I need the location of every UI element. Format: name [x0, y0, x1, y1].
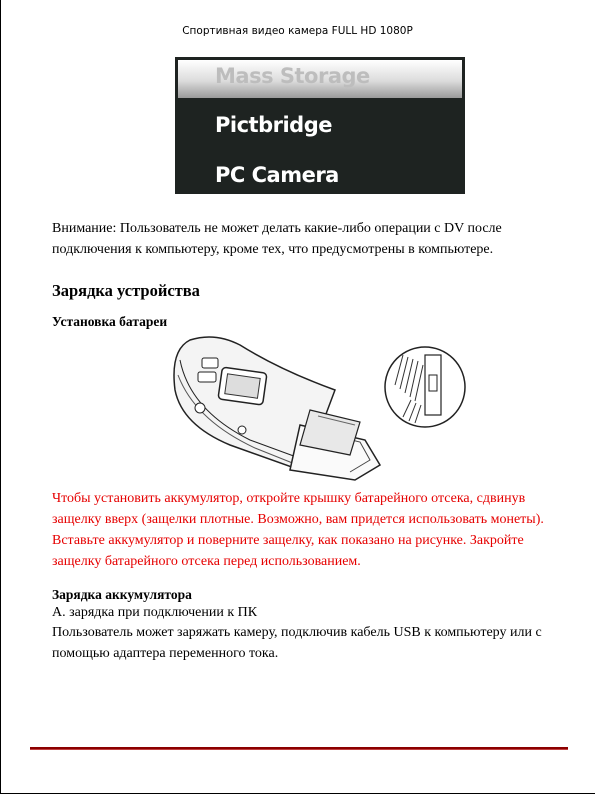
battery-latch-detail-illustration [383, 345, 468, 430]
menu-item-pc-camera: PC Camera [215, 163, 339, 187]
charging-subheading: А. зарядка при подключении к ПК [52, 605, 258, 620]
charging-line-2: помощью адаптера переменного тока. [52, 646, 279, 661]
menu-item-mass-storage: Mass Storage [215, 64, 370, 88]
section-title: Зарядка устройства [52, 281, 200, 300]
charging-heading: Зарядка аккумулятора [52, 587, 192, 602]
battery-instruction-line-3: Вставьте аккумулятор и поверните защелку, как показано на рисунке. Закройте [52, 533, 524, 548]
battery-install-heading: Установка батареи [52, 314, 168, 329]
battery-instruction-line-2: защелку вверх (защелки плотные. Возможно, вам придется использовать монеты). [52, 512, 544, 527]
notice-line-2: подключения к компьютеру, кроме тех, что предусмотрены в компьютере. [52, 242, 494, 257]
footer-rule [30, 747, 568, 750]
battery-instruction-line-1: Чтобы установить аккумулятор, откройте крышку батарейного отсека, сдвинув [52, 491, 526, 506]
menu-item-pictbridge: Pictbridge [215, 113, 332, 137]
page-header: Спортивная видео камера FULL HD 1080P [182, 25, 413, 37]
battery-instruction-line-4: защелку батарейного отсека перед использованием. [52, 554, 361, 569]
charging-line-1: Пользователь может заряжать камеру, подключив кабель USB к компьютеру или с [52, 625, 542, 640]
notice-line-1: Внимание: Пользователь не может делать какие-либо операции с DV после [52, 221, 502, 236]
usb-mode-menu-screenshot [175, 57, 465, 194]
